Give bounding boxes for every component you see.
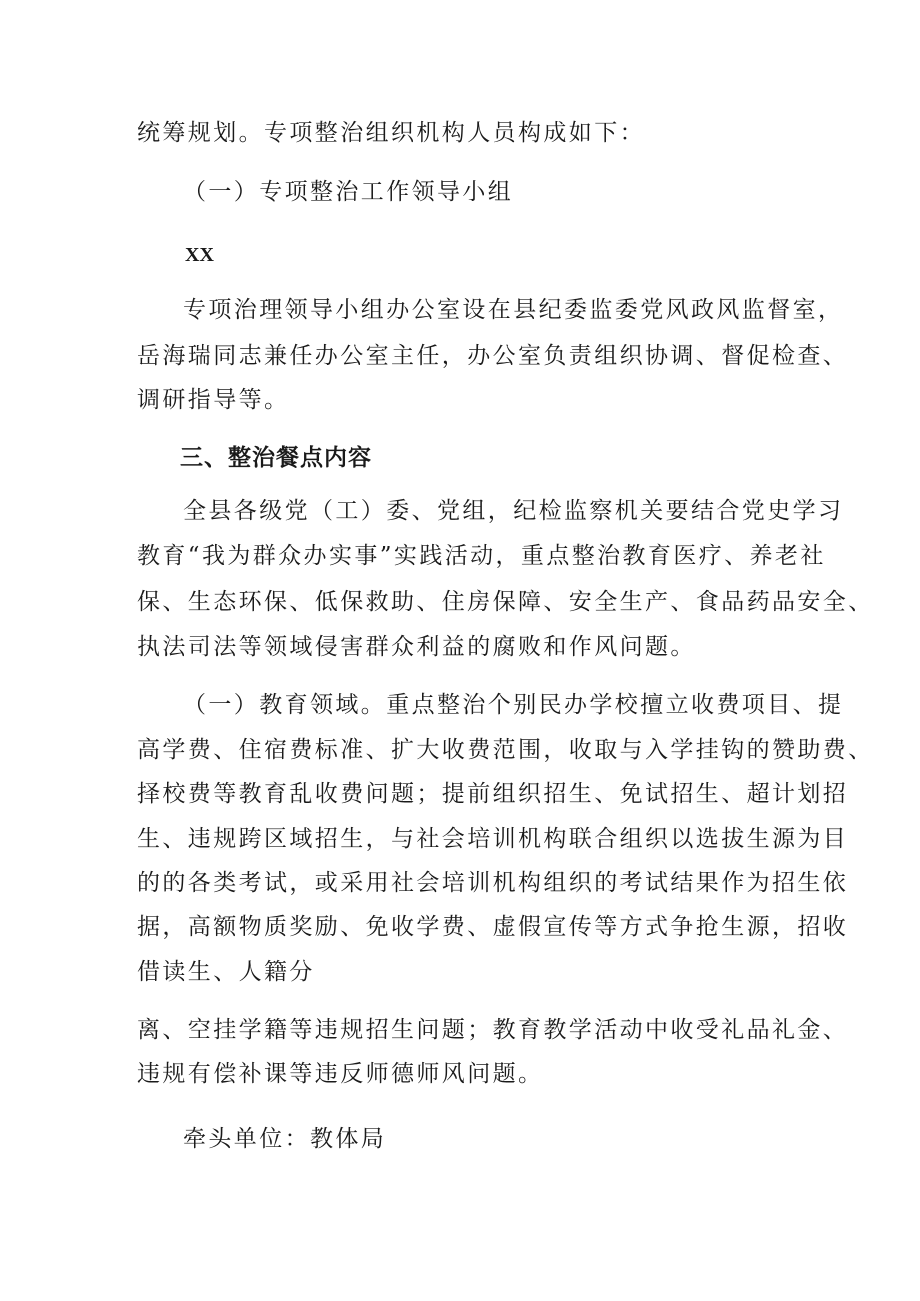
section-paragraph-line: 保、生态环保、低保救助、住房保障、安全生产、食品药品安全、 [137, 589, 874, 615]
section-paragraph-line: 教育“我为群众办实事”实践活动，重点整治教育医疗、养老社 [137, 543, 826, 569]
education-paragraph-line: 高学费、住宿费标准、扩大收费范围，收取与入学挂钩的赞助费、 [137, 737, 874, 763]
education-paragraph-line: 借读生、人籍分 [137, 959, 315, 985]
continuation-paragraph-line: 违规有偿补课等违反师德师风问题。 [137, 1061, 544, 1087]
education-paragraph-line: 生、违规跨区域招生，与社会培训机构联合组织以选拔生源为目 [137, 826, 849, 852]
education-paragraph-line: 的的各类考试，或采用社会培训机构组织的考试结果作为招生依 [137, 870, 849, 896]
office-paragraph-line: 岳海瑞同志兼任办公室主任，办公室负责组织协调、督促检查、 [137, 343, 849, 369]
education-paragraph-line: 据，高额物质奖励、免收学费、虚假宣传等方式争抢生源，招收 [137, 914, 849, 940]
office-paragraph-line: 专项治理领导小组办公室设在县纪委监委党风政风监督室， [183, 297, 844, 323]
lead-unit: 牵头单位：教体局 [183, 1126, 387, 1152]
subheading-leadership-group: （一）专项整治工作领导小组 [183, 179, 514, 205]
continuation-paragraph-line: 离、空挂学籍等违规招生问题；教育教学活动中收受礼品礼金、 [137, 1017, 849, 1043]
education-paragraph-line: 择校费等教育乱收费问题；提前组织招生、免试招生、超计划招 [137, 781, 849, 807]
section-paragraph-line: 执法司法等领域侵害群众利益的腐败和作风问题。 [137, 634, 696, 660]
section-paragraph-line: 全县各级党（工）委、党组，纪检监察机关要结合党史学习 [183, 498, 844, 524]
education-paragraph-line: （一）教育领域。重点整治个别民办学校擅立收费项目、提 [183, 692, 844, 718]
office-paragraph-line: 调研指导等。 [137, 387, 290, 413]
intro-line: 统筹规划。专项整治组织机构人员构成如下： [137, 120, 645, 146]
section-heading: 三、整治餐点内容 [180, 445, 372, 471]
placeholder-xx: XX [185, 244, 214, 266]
